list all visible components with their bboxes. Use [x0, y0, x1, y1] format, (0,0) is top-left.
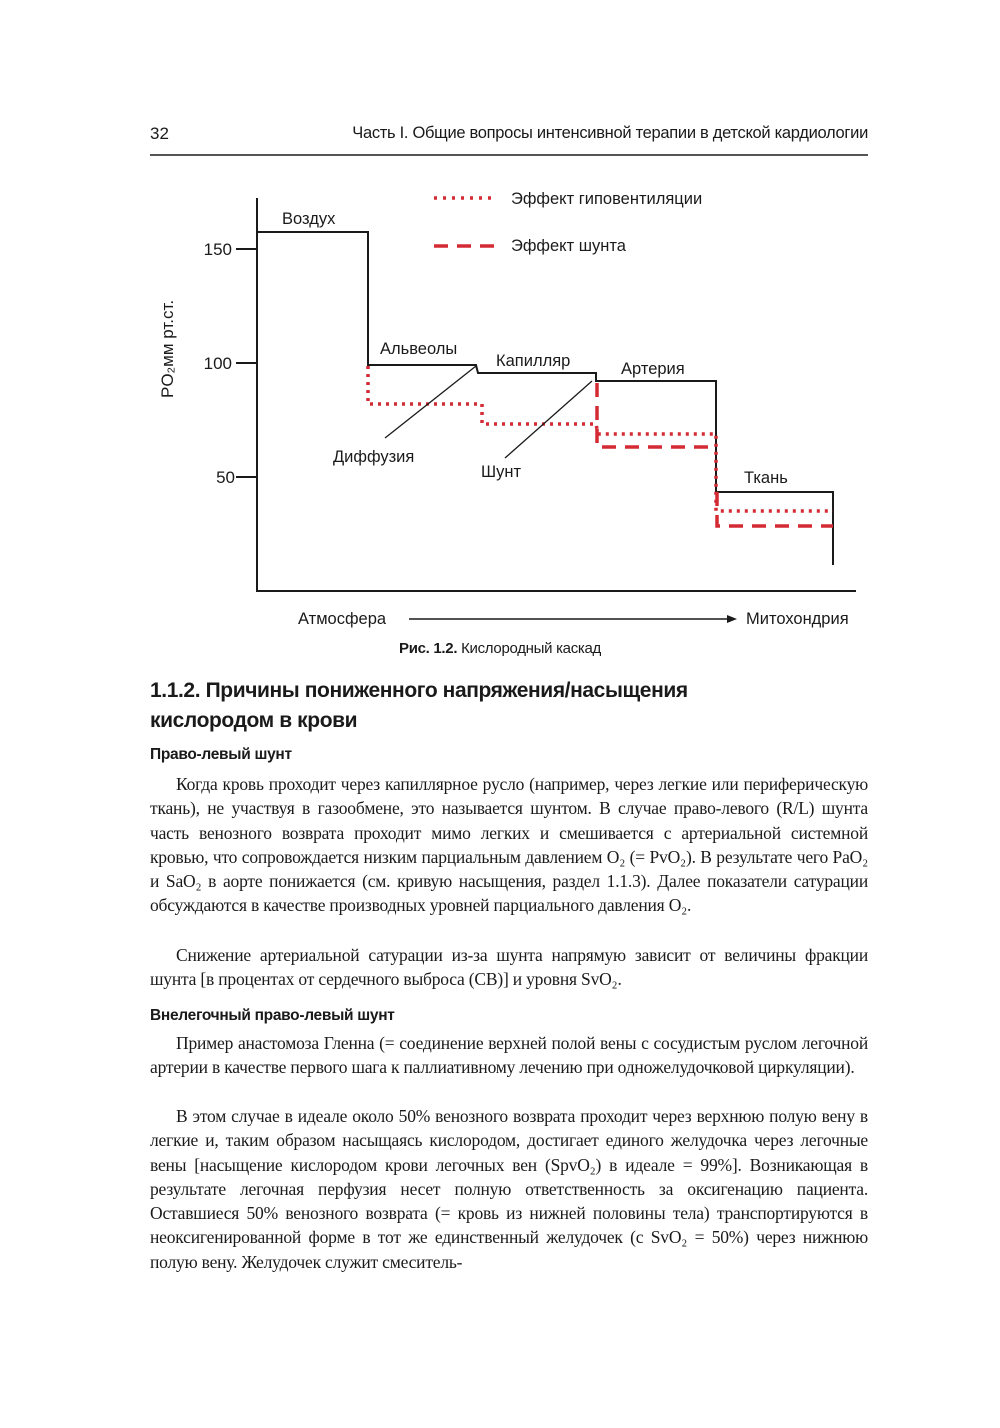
- page-number: 32: [150, 124, 169, 143]
- normal-cascade-line: [257, 232, 833, 565]
- arrow-right-icon: [727, 615, 737, 623]
- diffusion-pointer-line: [385, 366, 476, 438]
- y-tick-label-150: 150: [203, 240, 232, 259]
- paragraph: Снижение артериальной сатурации из-за шунта напрямую зависит от величины фракции шунта [в процентах от сердечного выброса (СВ)] и уровня SvO₂.: [150, 945, 868, 990]
- shunt-line-artery: [597, 383, 716, 447]
- y-axis-label: PO₂мм рт.ст.: [158, 299, 177, 398]
- paragraph: Когда кровь проходит через капиллярное русло (например, через легкие или периферическую ткань), не участвуя в газообмене, это называется шунтом. В случае право-левого (R/L) шунта часть венозного возврата проходит мимо легких и смешивается с артериальной системной кровью, что сопровождается низким парциальным давлением O₂ (= PvO₂). В результате чего PaO₂ и SaO₂ в аорте понижается (см. кривую насыщения, раздел 1.1.3). Далее показатели сатурации обсуждаются в качестве производных уровней парциального давления O₂.: [150, 774, 868, 916]
- shunt-line-tissue: [717, 492, 833, 526]
- paragraph: В этом случае в идеале около 50% венозного возврата проходит через верхнюю полую вену в легкие и, таким образом насыщаясь кислородом, достигает единого желудочка через легочные вены [насыщение кислородом крови легочных вен (SpvO₂) в идеале = 99%]. Возникающая в результате легочная перфузия несет полную ответственность за оксигенацию пациента. Оставшиеся 50% венозного возврата (= кровь из нижней половины тела) транспортируются в неоксигенированной форме в тот же единственный желудочек (с SvO₂ = 50%) через нижнюю полую вену. Желудочек служит смеситель-: [150, 1106, 868, 1272]
- figure-caption: [0, 640, 1000, 657]
- oxygen-cascade-figure: [0, 0, 1000, 670]
- shunt-pointer-line: [505, 381, 592, 458]
- y-tick-label-100: 100: [203, 354, 232, 373]
- y-tick-label-50: 50: [216, 468, 235, 487]
- caption-text: Кислородный каскад: [457, 640, 602, 657]
- x-axis-end-label: Митохондрия: [746, 610, 849, 628]
- subheading-extrapulmonary-shunt: Внелегочный право-левый шунт: [150, 1007, 395, 1024]
- x-axis-start-label: Атмосфера: [298, 610, 387, 628]
- running-title: Часть I. Общие вопросы интенсивной терапии в детской кардиологии: [352, 124, 868, 142]
- section-title: [150, 676, 870, 736]
- annotation-shunt: Шунт: [481, 463, 522, 481]
- annotation-diffusion: Диффузия: [333, 448, 415, 466]
- stage-label-tissue: Ткань: [744, 469, 788, 487]
- stage-label-artery: Артерия: [621, 360, 685, 378]
- stage-label-air: Воздух: [282, 210, 336, 228]
- stage-label-alveoli: Альвеолы: [380, 340, 458, 358]
- section-title-line2: кислородом в крови: [150, 709, 358, 732]
- hypoventilation-line: [368, 366, 833, 511]
- caption-label: Рис. 1.2.: [398, 640, 458, 657]
- oxygen-cascade-chart: [0, 0, 1000, 670]
- stage-label-capillary: Капилляр: [496, 352, 571, 370]
- subheading-rl-shunt: Право-левый шунт: [150, 746, 292, 763]
- paragraph: Пример анастомоза Гленна (= соединение верхней полой вены с сосудистым руслом легочной артерии в качестве первого шага к паллиативному лечению при одножелудочковой циркуляции).: [150, 1033, 868, 1078]
- legend-shunt-label: Эффект шунта: [511, 237, 626, 255]
- legend-hypoventilation-label: Эффект гиповентиляции: [511, 190, 703, 208]
- section-title-line1: 1.1.2. Причины пониженного напряжения/насыщения: [150, 679, 688, 702]
